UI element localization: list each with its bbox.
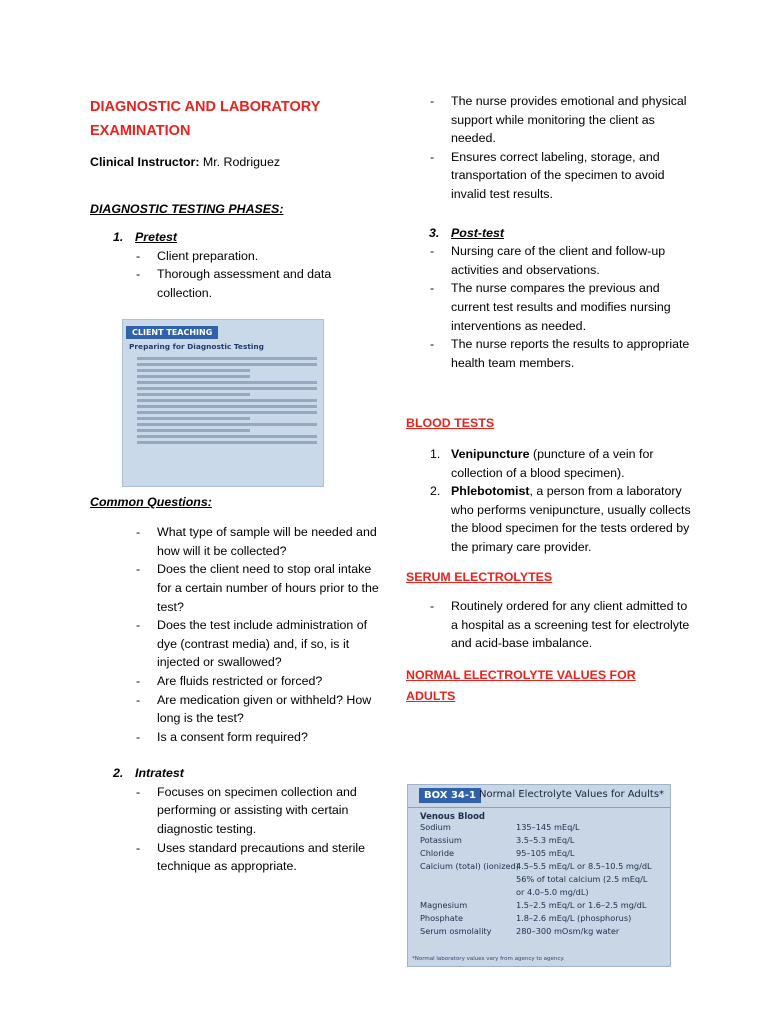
intratest-list [90,783,380,876]
posttest-title: Post-test [451,225,505,240]
clinical-instructor [90,153,380,172]
table-row [408,848,670,861]
client-teaching-text-lines [123,352,323,448]
table-row [408,861,670,874]
table-row [408,926,670,939]
client-teaching-subtitle: Preparing for Diagnostic Testing [129,342,264,351]
pretest-heading [113,228,380,247]
definition: (puncture of a vein for collection of a blood specimen). [451,446,654,480]
normal-values-heading: NORMAL ELECTROLYTE VALUES FOR ADULTS [406,667,636,703]
pretest-number: 1. [113,230,124,245]
electrolyte-values-box [407,784,671,967]
row-value: 1.5–2.5 mEq/L or 1.6–2.5 mg/dL [516,900,647,910]
list-item: - What type of sample will be needed and how will it be collected? [90,523,380,560]
box-label: BOX 34-1 [419,788,481,803]
table-row [408,822,670,835]
row-value: 135–145 mEq/L [516,822,580,832]
intratest-continued-list [384,92,696,204]
row-label: Magnesium [420,900,468,910]
row-value: 3.5–5.3 mEq/L [516,835,575,845]
common-questions-list [90,523,380,746]
list-item: - Uses standard precautions and sterile technique as appropriate. [90,839,380,876]
right-column [406,92,696,707]
pretest-title: Pretest [135,230,178,245]
term: Phlebotomist [451,484,530,499]
box-title: Normal Electrolyte Values for Adults* [479,789,665,800]
table-row [408,900,670,913]
row-value: 280–300 mOsm/kg water [516,926,620,936]
common-questions-heading: Common Questions: [90,494,212,509]
serum-list [384,597,696,653]
list-item: - Does the test include administration of dye (contrast media) and, if so, is it injected or swallowed? [90,616,380,672]
box-rows [408,822,670,939]
pretest-list [90,247,380,303]
row-label: Serum osmolality [420,926,492,936]
blood-tests-list [406,445,696,557]
list-item: - The nurse provides emotional and physical support while monitoring the client as needed. [384,92,696,148]
row-value: 95–105 mEq/L [516,848,575,858]
blood-tests-heading: BLOOD TESTS [406,416,495,431]
definition: , a person from a laboratory who performs venipuncture, usually collects the blood specimen for the tests ordered by the primary care provider. [451,484,691,554]
row-label: Potassium [420,835,462,845]
page-title: DIAGNOSTIC AND LABORATORY EXAMINATION [90,99,321,139]
row-value: 4.5–5.5 mEq/L or 8.5–10.5 mg/dL [516,861,652,871]
table-row [408,913,670,926]
row-label: Chloride [420,848,455,858]
list-item: - Are medication given or withheld? How long is the test? [90,691,380,728]
row-label: Sodium [420,822,451,832]
table-row [408,887,670,900]
intratest-title: Intratest [135,766,184,781]
posttest-number: 3. [429,225,440,240]
box-section: Venous Blood [420,812,485,822]
box-header [408,785,670,808]
row-label: Phosphate [420,913,464,923]
list-item [406,445,696,482]
list-item: - Are fluids restricted or forced? [90,672,380,691]
list-item: - Nursing care of the client and follow-up activities and observations. [384,242,696,279]
list-item: - Client preparation. [90,247,380,266]
intratest-number: 2. [113,766,124,781]
list-item: - The nurse reports the results to appropriate health team members. [384,335,696,372]
list-item: - The nurse compares the previous and current test results and modifies nursing interventions as needed. [384,279,696,335]
table-row [408,835,670,848]
phases-heading: DIAGNOSTIC TESTING PHASES: [90,201,284,216]
box-footnote: *Normal laboratory values vary from agency to agency. [412,956,565,962]
list-item: - Is a consent form required? [90,728,380,747]
row-value: 1.8–2.6 mEq/L (phosphorus) [516,913,632,923]
list-item: - Thorough assessment and data collection. [90,265,380,302]
intratest-heading [113,764,380,783]
item-number: 1. [430,446,441,461]
posttest-heading [429,224,696,243]
list-item: - Ensures correct labeling, storage, and transportation of the specimen to avoid invalid test results. [384,148,696,204]
row-value: or 4.0–5.0 mg/dL) [516,887,589,897]
client-teaching-image [122,319,324,487]
list-item [406,482,696,556]
list-item: - Does the client need to stop oral intake for a certain number of hours prior to the test? [90,560,380,616]
row-value: 56% of total calcium (2.5 mEq/L [516,874,648,884]
term: Venipuncture [451,446,530,461]
posttest-list [384,242,696,372]
item-number: 2. [430,484,441,499]
instructor-label: Clinical Instructor: [90,155,200,169]
serum-electrolytes-heading: SERUM ELECTROLYTES [406,570,553,585]
list-item: - Focuses on specimen collection and performing or assisting with certain diagnostic testing. [90,783,380,839]
table-row [408,874,670,887]
list-item: - Routinely ordered for any client admitted to a hospital as a screening test for electrolyte and acid-base imbalance. [384,597,696,653]
instructor-name: Mr. Rodriguez [199,155,281,169]
client-teaching-label: CLIENT TEACHING [126,326,218,339]
row-label: Calcium (total) (ionized) [420,861,519,871]
